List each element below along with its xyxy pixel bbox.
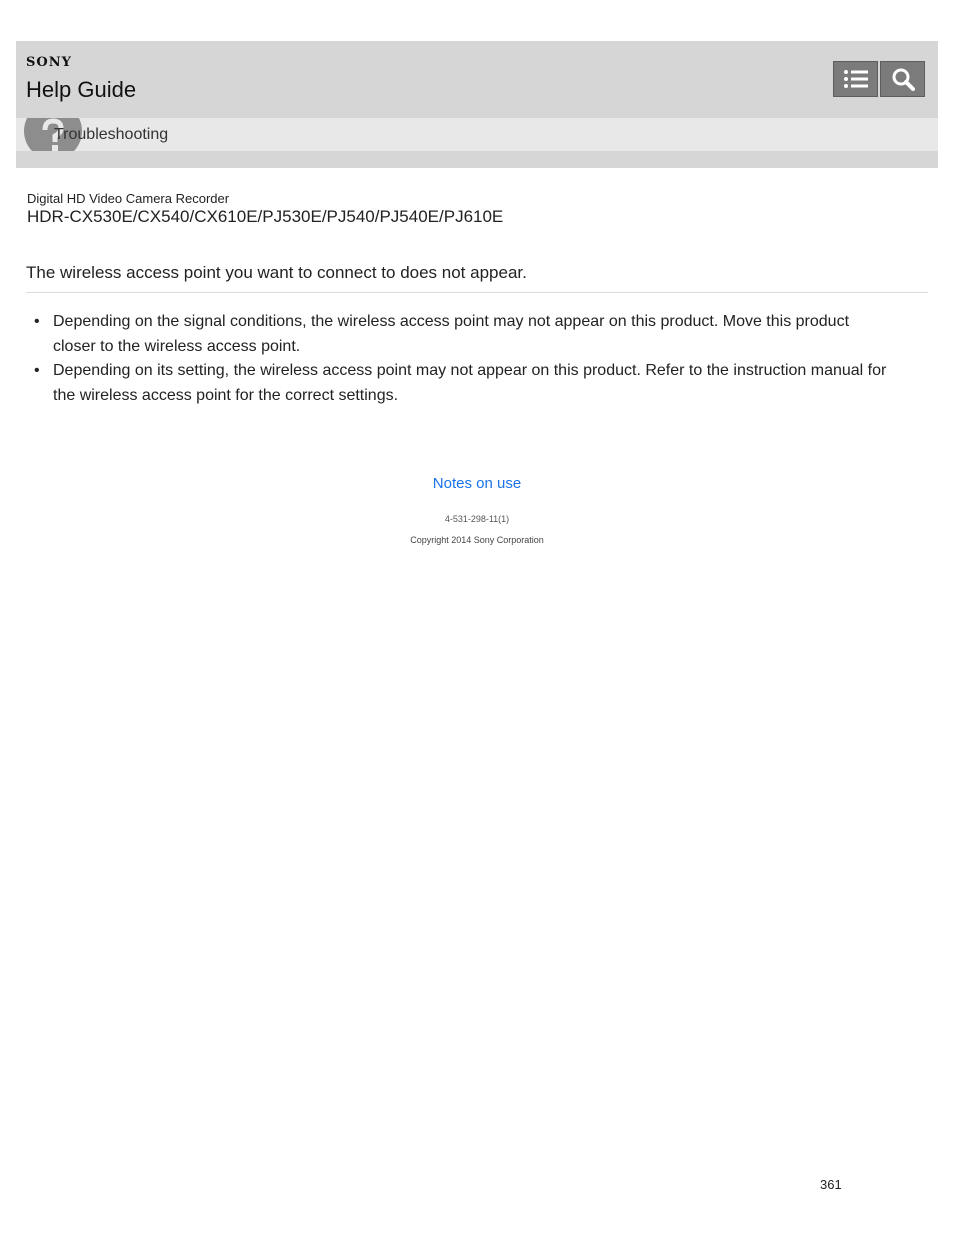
header-buttons: [833, 61, 925, 97]
bullet-marker: •: [34, 362, 40, 380]
search-button[interactable]: [880, 61, 925, 97]
brand-logo: SONY: [26, 55, 72, 70]
help-guide-title[interactable]: Help Guide: [26, 77, 137, 102]
model-name: HDR-CX530E/CX540/CX610E/PJ530E/PJ540/PJ540E/PJ610E: [27, 207, 504, 226]
list-item-line: Depending on its setting, the wireless access point may not appear on this product. Refer to the instruction manual for: [53, 362, 887, 380]
list-item: [28, 310, 920, 359]
bullet-marker: •: [34, 313, 40, 330]
notes-on-use-link[interactable]: Notes on use: [432, 475, 522, 492]
breadcrumb: [16, 118, 938, 151]
list-item: [28, 359, 920, 408]
search-icon: [891, 67, 915, 91]
list-item-line: closer to the wireless access point.: [53, 337, 301, 355]
breadcrumb-troubleshooting[interactable]: Troubleshooting: [54, 126, 169, 143]
list-item-line: the wireless access point for the correct settings.: [53, 386, 399, 404]
copyright-notice: Copyright 2014 Sony Corporation: [410, 535, 544, 545]
solution-list: [28, 310, 920, 408]
list-item-line: Depending on the signal conditions, the wireless access point may not appear on this product. Move this product: [53, 313, 850, 330]
list-icon: [843, 68, 869, 90]
table-of-contents-button[interactable]: [833, 61, 878, 97]
document-code: 4-531-298-11(1): [444, 514, 510, 524]
page-title: The wireless access point you want to connect to does not appear.: [26, 263, 527, 282]
title-divider: [26, 292, 928, 293]
page-number: 361: [820, 1177, 842, 1192]
site-header: [16, 41, 938, 168]
product-name: Digital HD Video Camera Recorder: [27, 191, 230, 206]
